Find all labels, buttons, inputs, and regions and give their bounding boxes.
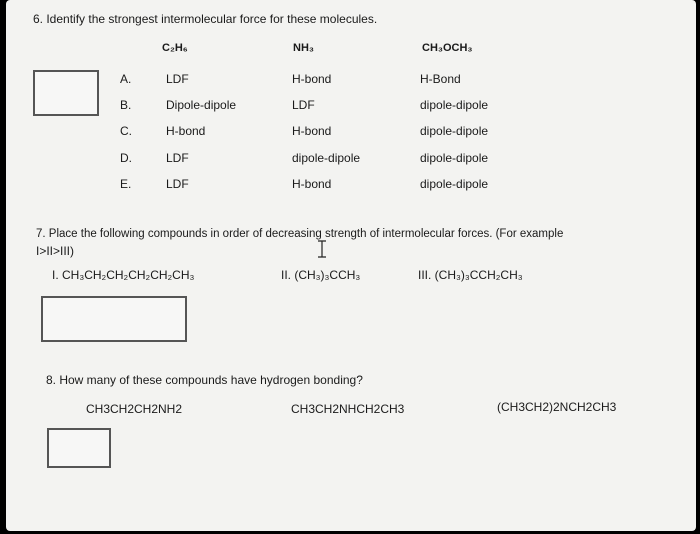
worksheet-page (6, 0, 696, 531)
q6-row-e-nh3: H-bond (292, 177, 332, 191)
q6-row-d-letter: D. (120, 151, 132, 165)
q6-row-b-ch3och3: dipole-dipole (420, 98, 489, 112)
q6-header-nh3: NH₃ (293, 42, 314, 54)
q6-row-a-ch3och3: H-Bond (420, 72, 461, 86)
q6-prompt: 6. Identify the strongest intermolecular force for these molecules. (33, 12, 378, 26)
q6-row-b-nh3: LDF (292, 98, 315, 112)
q7-compound-1: I. CH₃CH₂CH₂CH₂CH₂CH₃ (52, 268, 195, 282)
q6-row-c-c2h6: H-bond (166, 124, 206, 138)
q6-row-d-ch3och3: dipole-dipole (420, 151, 489, 165)
q6-row-c-ch3och3: dipole-dipole (420, 124, 489, 138)
q7-example: I>II>III) (36, 244, 75, 258)
q7-compound-2: II. (CH₃)₃CCH₃ (281, 268, 361, 282)
q6-row-c-letter: C. (120, 124, 132, 138)
q6-row-e-ch3och3: dipole-dipole (420, 177, 489, 191)
q6-answer-box[interactable] (33, 70, 99, 116)
q8-compound-2: CH3CH2NHCH2CH3 (291, 402, 405, 416)
q7-prompt: 7. Place the following compounds in order of decreasing strength of intermolecular forces. (For example (36, 228, 564, 240)
text-cursor-icon (316, 240, 328, 258)
q6-row-a-letter: A. (120, 72, 132, 86)
q6-row-c-nh3: H-bond (292, 124, 332, 138)
q7-compound-3: III. (CH₃)₃CCH₂CH₃ (418, 268, 523, 282)
q8-compound-3: (CH3CH2)2NCH2CH3 (497, 400, 617, 414)
q6-row-b-letter: B. (120, 98, 132, 112)
q6-row-d-nh3: dipole-dipole (292, 151, 361, 165)
q6-row-a-nh3: H-bond (292, 72, 332, 86)
q6-row-d-c2h6: LDF (166, 151, 189, 165)
q8-answer-box[interactable] (47, 428, 111, 468)
q6-row-a-c2h6: LDF (166, 72, 189, 86)
q8-prompt: 8. How many of these compounds have hydrogen bonding? (46, 373, 363, 387)
q6-row-e-c2h6: LDF (166, 177, 189, 191)
q7-answer-box[interactable] (41, 296, 187, 342)
q6-row-e-letter: E. (120, 177, 132, 191)
q8-compound-1: CH3CH2CH2NH2 (86, 402, 183, 416)
q6-header-c2h6: C₂H₆ (162, 42, 188, 54)
q6-row-b-c2h6: Dipole-dipole (166, 98, 237, 112)
q6-header-ch3och3: CH₃OCH₃ (422, 42, 473, 54)
